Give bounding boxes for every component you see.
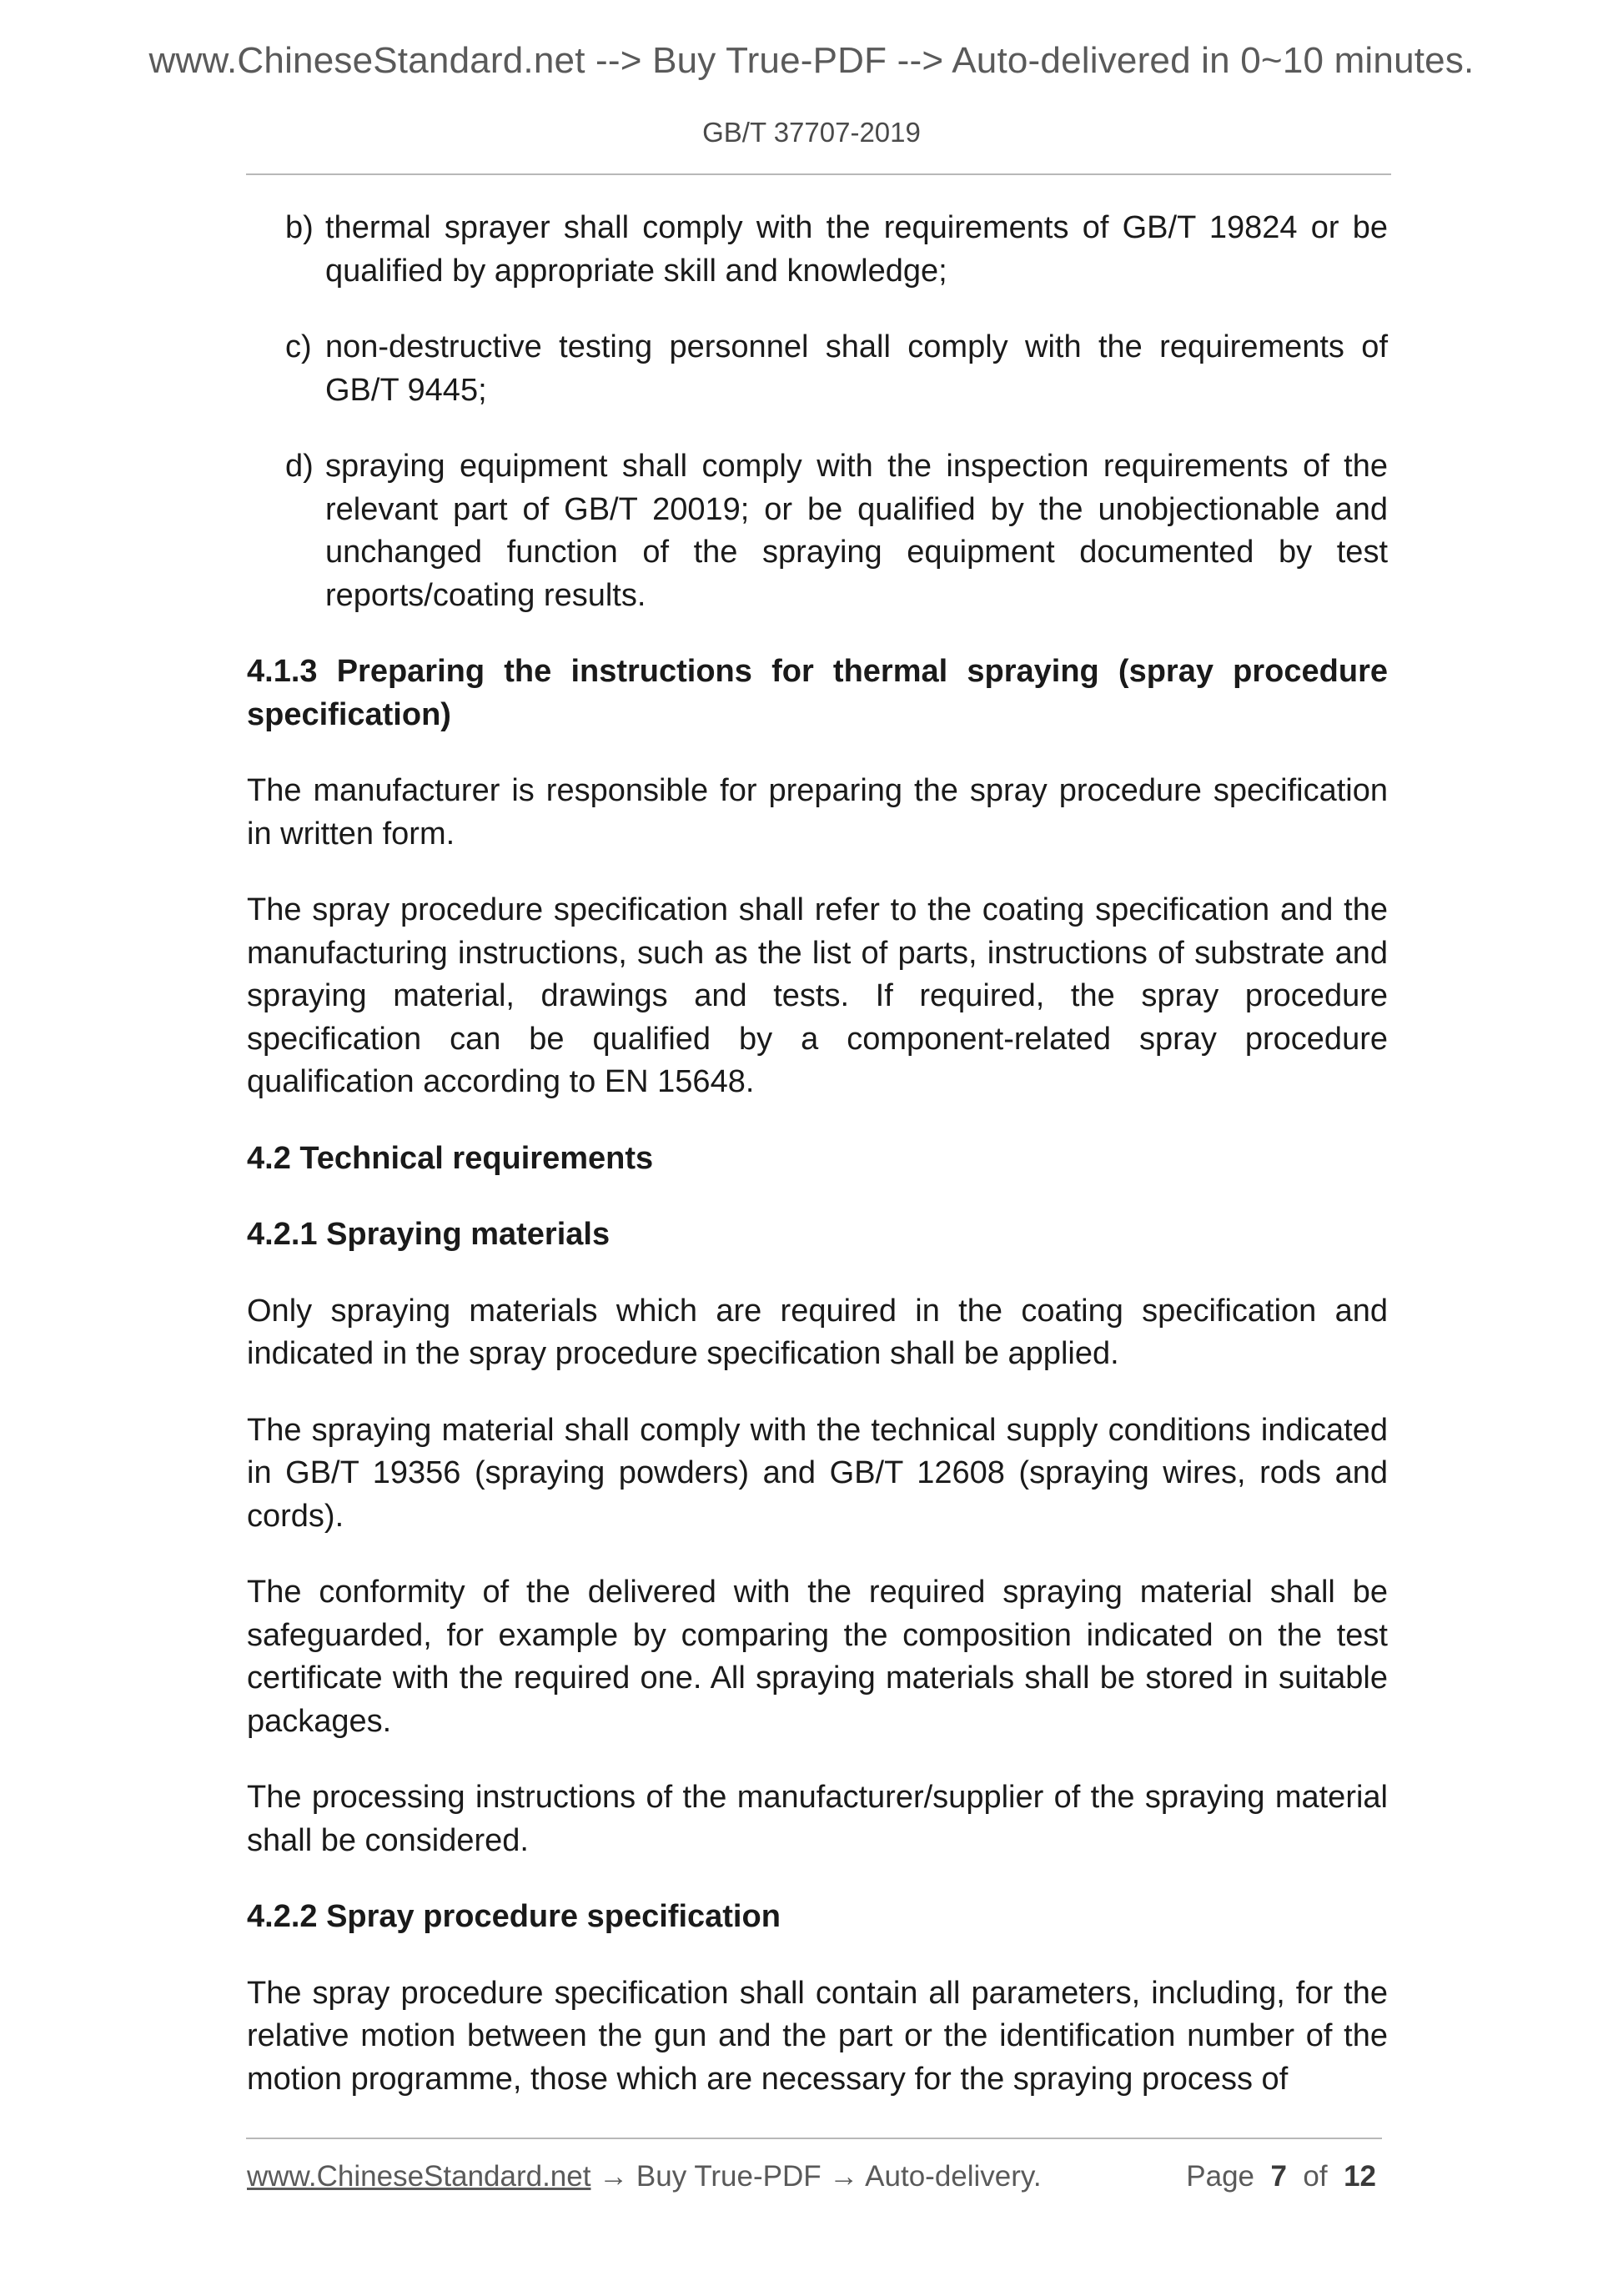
document-code: GB/T 37707-2019 [702,117,921,148]
page-number [1186,2160,1376,2193]
list-item-b [247,207,1388,293]
page-of-label: of [1303,2160,1328,2193]
section-heading-4-2: 4.2 Technical requirements [247,1140,654,1176]
paragraph: The processing instructions of the manufacturer/supplier of the spraying material shall be considered. [247,1780,1388,1858]
page-total: 12 [1344,2160,1376,2193]
footer-left [247,2160,1042,2193]
top-banner: www.ChineseStandard.net --> Buy True-PDF --> Auto-delivered in 0~10 minutes. [148,40,1475,81]
list-marker: d) [285,449,314,484]
footer-site-link[interactable]: www.ChineseStandard.net [247,2160,591,2193]
list-marker: b) [285,210,314,245]
section-heading-4-2-1: 4.2.1 Spraying materials [247,1217,611,1252]
list-item-text: thermal sprayer shall comply with the requirements of GB/T 19824 or be qualified by appropriate skill and knowledge; [325,210,1388,289]
section-heading-4-2-2: 4.2.2 Spray procedure specification [247,1899,781,1934]
list-item-c [247,326,1388,412]
footer-tagline: → Buy True-PDF → Auto-delivery. [590,2160,1042,2193]
list-item-d [247,445,1388,617]
paragraph: The spray procedure specification shall contain all parameters, including, for the relative motion between the gun and the part or the identification number of the motion programme, those which are necessary for the spraying process of [247,1975,1388,2097]
paragraph: Only spraying materials which are required in the coating specification and indicated in the spray procedure specification shall be applied. [247,1293,1388,1371]
page-current: 7 [1270,2160,1287,2193]
footer-divider [246,2138,1382,2139]
list-item-text: non-destructive testing personnel shall comply with the requirements of GB/T 9445; [325,329,1388,408]
list-item-text: spraying equipment shall comply with the inspection requirements of the relevant part of GB/T 20019; or be qualified by the unobjectionable and unchanged function of the spraying equipment documented by test reports/coating results. [325,449,1388,613]
page-content [247,207,1388,2134]
paragraph: The conformity of the delivered with the required spraying material shall be safeguarded, for example by comparing the composition indicated on the test certificate with the required one. All spraying materials shall be stored in suitable packages. [247,1575,1388,1739]
section-heading-4-1-3: 4.1.3 Preparing the instructions for thermal spraying (spray procedure specification) [247,654,1388,732]
page-footer [247,2160,1383,2193]
paragraph: The manufacturer is responsible for preparing the spray procedure specification in written form. [247,773,1388,852]
header-divider [246,173,1391,175]
paragraph: The spray procedure specification shall refer to the coating specification and the manufacturing instructions, such as the list of parts, instructions of substrate and spraying material, drawings and tests. If required, the spray procedure specification can be qualified by a component-related spray procedure qualification according to EN 15648. [247,892,1388,1099]
paragraph: The spraying material shall comply with the technical supply conditions indicated in GB/T 19356 (spraying powders) and GB/T 12608 (spraying wires, rods and cords). [247,1412,1388,1534]
page-label: Page [1186,2160,1255,2193]
list-marker: c) [285,329,312,364]
